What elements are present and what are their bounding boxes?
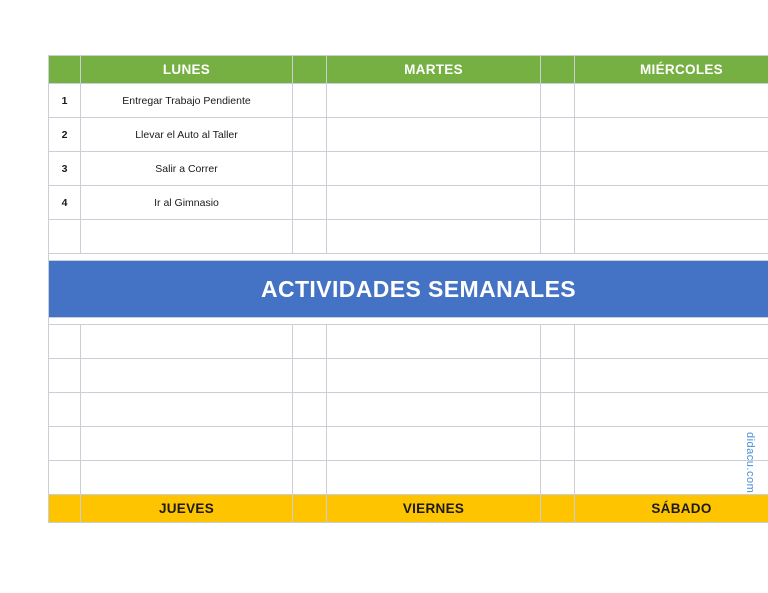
top-header-lunes: LUNES [81,56,293,84]
spacer-row-top [49,254,768,261]
task-cell-viernes[interactable] [327,393,541,427]
bottom-header-row [49,495,768,523]
task-cell-miercoles[interactable] [575,186,768,220]
spacer-cell-2[interactable] [541,359,575,393]
task-cell-martes[interactable] [327,118,541,152]
task-cell-lunes[interactable]: Salir a Correr [81,152,293,186]
table-row [49,461,768,495]
task-cell-miercoles[interactable] [575,220,768,254]
task-cell-viernes[interactable] [327,359,541,393]
bottom-header-viernes: VIERNES [327,495,541,523]
spacer-cell [49,318,768,325]
task-cell-lunes[interactable]: Entregar Trabajo Pendiente [81,84,293,118]
top-header-corner [49,56,81,84]
task-cell-sabado[interactable] [575,427,768,461]
spacer-cell [49,254,768,261]
task-cell-viernes[interactable] [327,427,541,461]
spacer-row-bottom [49,318,768,325]
table-row [49,427,768,461]
spacer-cell-1[interactable] [293,118,327,152]
table-row [49,186,768,220]
task-cell-lunes[interactable] [81,220,293,254]
spacer-cell-2[interactable] [541,461,575,495]
spacer-cell-1[interactable] [293,393,327,427]
table-row [49,325,768,359]
spacer-cell-1[interactable] [293,427,327,461]
banner-row [49,261,768,318]
spacer-cell-1[interactable] [293,325,327,359]
bottom-header-gap-2 [541,495,575,523]
task-cell-martes[interactable] [327,84,541,118]
task-cell-viernes[interactable] [327,325,541,359]
row-number: 2 [49,118,81,152]
table-row [49,359,768,393]
task-cell-jueves[interactable] [81,393,293,427]
task-cell-jueves[interactable] [81,359,293,393]
top-header-gap-1 [293,56,327,84]
task-cell-martes[interactable] [327,152,541,186]
spacer-cell-1[interactable] [293,186,327,220]
table-row [49,393,768,427]
task-cell-martes[interactable] [327,220,541,254]
task-cell-sabado[interactable] [575,359,768,393]
row-number [49,359,81,393]
spacer-cell-1[interactable] [293,359,327,393]
top-header-miercoles: MIÉRCOLES [575,56,768,84]
bottom-header-corner [49,495,81,523]
task-cell-sabado[interactable] [575,461,768,495]
spacer-cell-2[interactable] [541,393,575,427]
task-cell-viernes[interactable] [327,461,541,495]
bottom-header-gap-1 [293,495,327,523]
spacer-cell-1[interactable] [293,220,327,254]
task-cell-martes[interactable] [327,186,541,220]
row-number: 1 [49,84,81,118]
spacer-cell-2[interactable] [541,186,575,220]
top-header-row [49,56,768,84]
spacer-cell-2[interactable] [541,152,575,186]
task-cell-miercoles[interactable] [575,118,768,152]
weekly-planner-sheet [48,55,723,523]
banner-cell [49,261,768,318]
page-title: ACTIVIDADES SEMANALES [260,275,577,302]
task-cell-sabado[interactable] [575,393,768,427]
row-number [49,220,81,254]
task-cell-jueves[interactable] [81,325,293,359]
row-number [49,461,81,495]
row-number: 3 [49,152,81,186]
task-cell-jueves[interactable] [81,461,293,495]
row-number [49,325,81,359]
spacer-cell-1[interactable] [293,84,327,118]
spacer-cell-2[interactable] [541,220,575,254]
spacer-cell-1[interactable] [293,461,327,495]
table-row [49,84,768,118]
bottom-header-sabado: SÁBADO [575,495,768,523]
top-header-gap-2 [541,56,575,84]
row-number: 4 [49,186,81,220]
watermark: didacu.com [744,432,756,494]
task-cell-miercoles[interactable] [575,152,768,186]
table-row [49,152,768,186]
spacer-cell-2[interactable] [541,427,575,461]
top-header-martes: MARTES [327,56,541,84]
spacer-cell-2[interactable] [541,325,575,359]
table-row [49,118,768,152]
task-cell-sabado[interactable] [575,325,768,359]
spacer-cell-1[interactable] [293,152,327,186]
row-number [49,393,81,427]
spacer-cell-2[interactable] [541,84,575,118]
task-cell-miercoles[interactable] [575,84,768,118]
row-number [49,427,81,461]
task-cell-lunes[interactable]: Ir al Gimnasio [81,186,293,220]
bottom-header-jueves: JUEVES [81,495,293,523]
task-cell-lunes[interactable]: Llevar el Auto al Taller [81,118,293,152]
spacer-cell-2[interactable] [541,118,575,152]
table-row [49,220,768,254]
task-cell-jueves[interactable] [81,427,293,461]
planner-table [48,55,768,523]
